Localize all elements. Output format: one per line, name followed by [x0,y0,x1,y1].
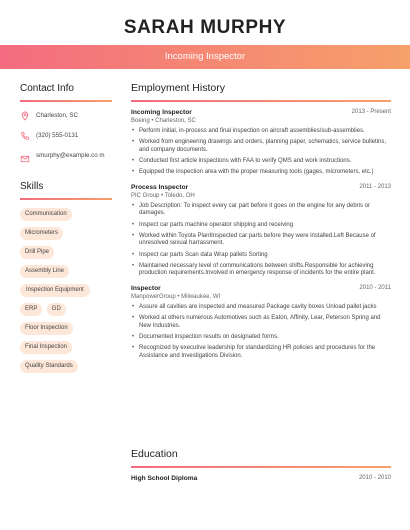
job-entry [131,109,391,177]
contact-heading: Contact Info [20,83,74,94]
job-header [131,109,391,116]
candidate-name: SARAH MURPHY [123,17,287,38]
skill-tag: Assembly Line [20,265,69,278]
job-bullets [131,128,391,177]
right-column [131,82,391,364]
skill-tag: Communication [20,208,72,221]
skill-tag: Drill Pipe [20,246,54,259]
job-bullet: • Inspect car parts Scan data Wrap pallets Sorting [139,252,391,260]
skill-tag: Inspection Equipment [20,284,90,297]
company-name: PIC Group [131,192,160,199]
skill-tag: GD [47,303,66,316]
email-text: smurphy@example.co m [36,152,105,159]
skill-tag: ERP [20,303,42,316]
job-title-banner: Incoming Inspector [0,45,410,69]
section-divider [131,100,391,102]
contact-email [20,151,112,164]
job-dates: 2011 - 2013 [359,183,391,190]
section-divider [20,198,112,200]
job-bullet: • Worked within Toyota PlantInspected car parts before they were installed.Left Because of unresolved sexual harrassment. [139,233,391,248]
education-dates: 2010 - 2010 [358,475,391,481]
education-entry [131,475,391,482]
phone-icon [20,131,30,141]
company-location: Toledo, OH [164,192,195,199]
separator-dot: • [177,293,182,300]
separator-dot: • [151,118,156,124]
job-bullet: • Worked from engineering drawings and orders, planning paper, schematics, service bulletins, and company documents. [139,139,391,154]
contact-location [20,111,112,121]
company-location: Milwaukee, WI [181,293,221,300]
job-bullet: • Conducted first article inspections with FAA to verify QMS and work instructions. [139,158,391,166]
location-pin-icon [20,111,30,121]
phone-text: (320) 555-0131 [36,132,79,139]
job-entry [131,184,391,278]
education-section [131,448,391,482]
skill-tag: Final Inspection [20,341,72,354]
job-bullet: • Inspect car parts machine operator shipping and receiving [139,222,391,230]
job-bullets [131,304,391,360]
job-header [131,184,391,191]
job-bullet: • Equipped the inspection area with the proper measuring tools (gages, micrometers, etc.) [139,169,391,177]
job-bullet: • Job Description: To inspect every car part before it goes on the engine for any debris or damages. [139,203,391,218]
section-divider [20,100,112,102]
job-bullet: • Documented inspection results on designated forms. [139,334,391,342]
job-bullet: • Maintained necessary level of communications between shifts.Responsible for achieving production requirements.Involved in emergency response of incidents for the entire plant. [139,263,391,278]
degree-title: High School Diploma [131,475,198,482]
skill-tag: Floor Inspection [20,322,73,335]
separator-dot: • [161,192,165,199]
job-title: Inspector [131,284,161,292]
job-company [131,193,391,199]
job-title: Process Inspector [131,183,189,191]
job-bullet: • Perform initial, in-process and final inspection on aircraft assemblies/sub-assemblies. [139,128,391,136]
company-location: Charleston, SC [155,118,196,124]
email-icon [20,154,30,164]
job-dates: 2010 - 2011 [359,284,391,291]
skill-tag: Micrometers [20,227,63,240]
company-name: Boeing [131,118,150,124]
skill-tag: Quality Standards [20,360,78,373]
left-column [20,83,112,373]
skills-heading: Skills [20,181,44,192]
location-text: Charleston, SC [36,112,78,119]
job-title: Incoming Inspector [131,109,192,116]
contact-phone [20,131,112,141]
company-name: ManpowerGroup [131,293,176,300]
job-company [131,294,391,300]
job-header [131,285,391,292]
skills-list [20,202,112,373]
job-entry [131,285,391,360]
job-company [131,118,391,124]
employment-heading: Employment History [131,82,225,94]
section-divider [131,466,391,468]
job-bullet: • Worked at others numerous Automotives such as Eaton, Affinity, Lear, Peterson Spring and New Industries. [139,315,391,330]
job-bullet: • Recognized by executive leadership for standardizing HR policies and procedures for the Assistance and Investigations Division. [139,345,391,360]
education-heading: Education [131,448,178,460]
job-dates: 2013 - Present [351,109,391,115]
job-bullets [131,203,391,278]
job-bullet: • Assure all cavities are inspected and measured Package cavity boxes Unload pallet jacks [139,304,391,312]
